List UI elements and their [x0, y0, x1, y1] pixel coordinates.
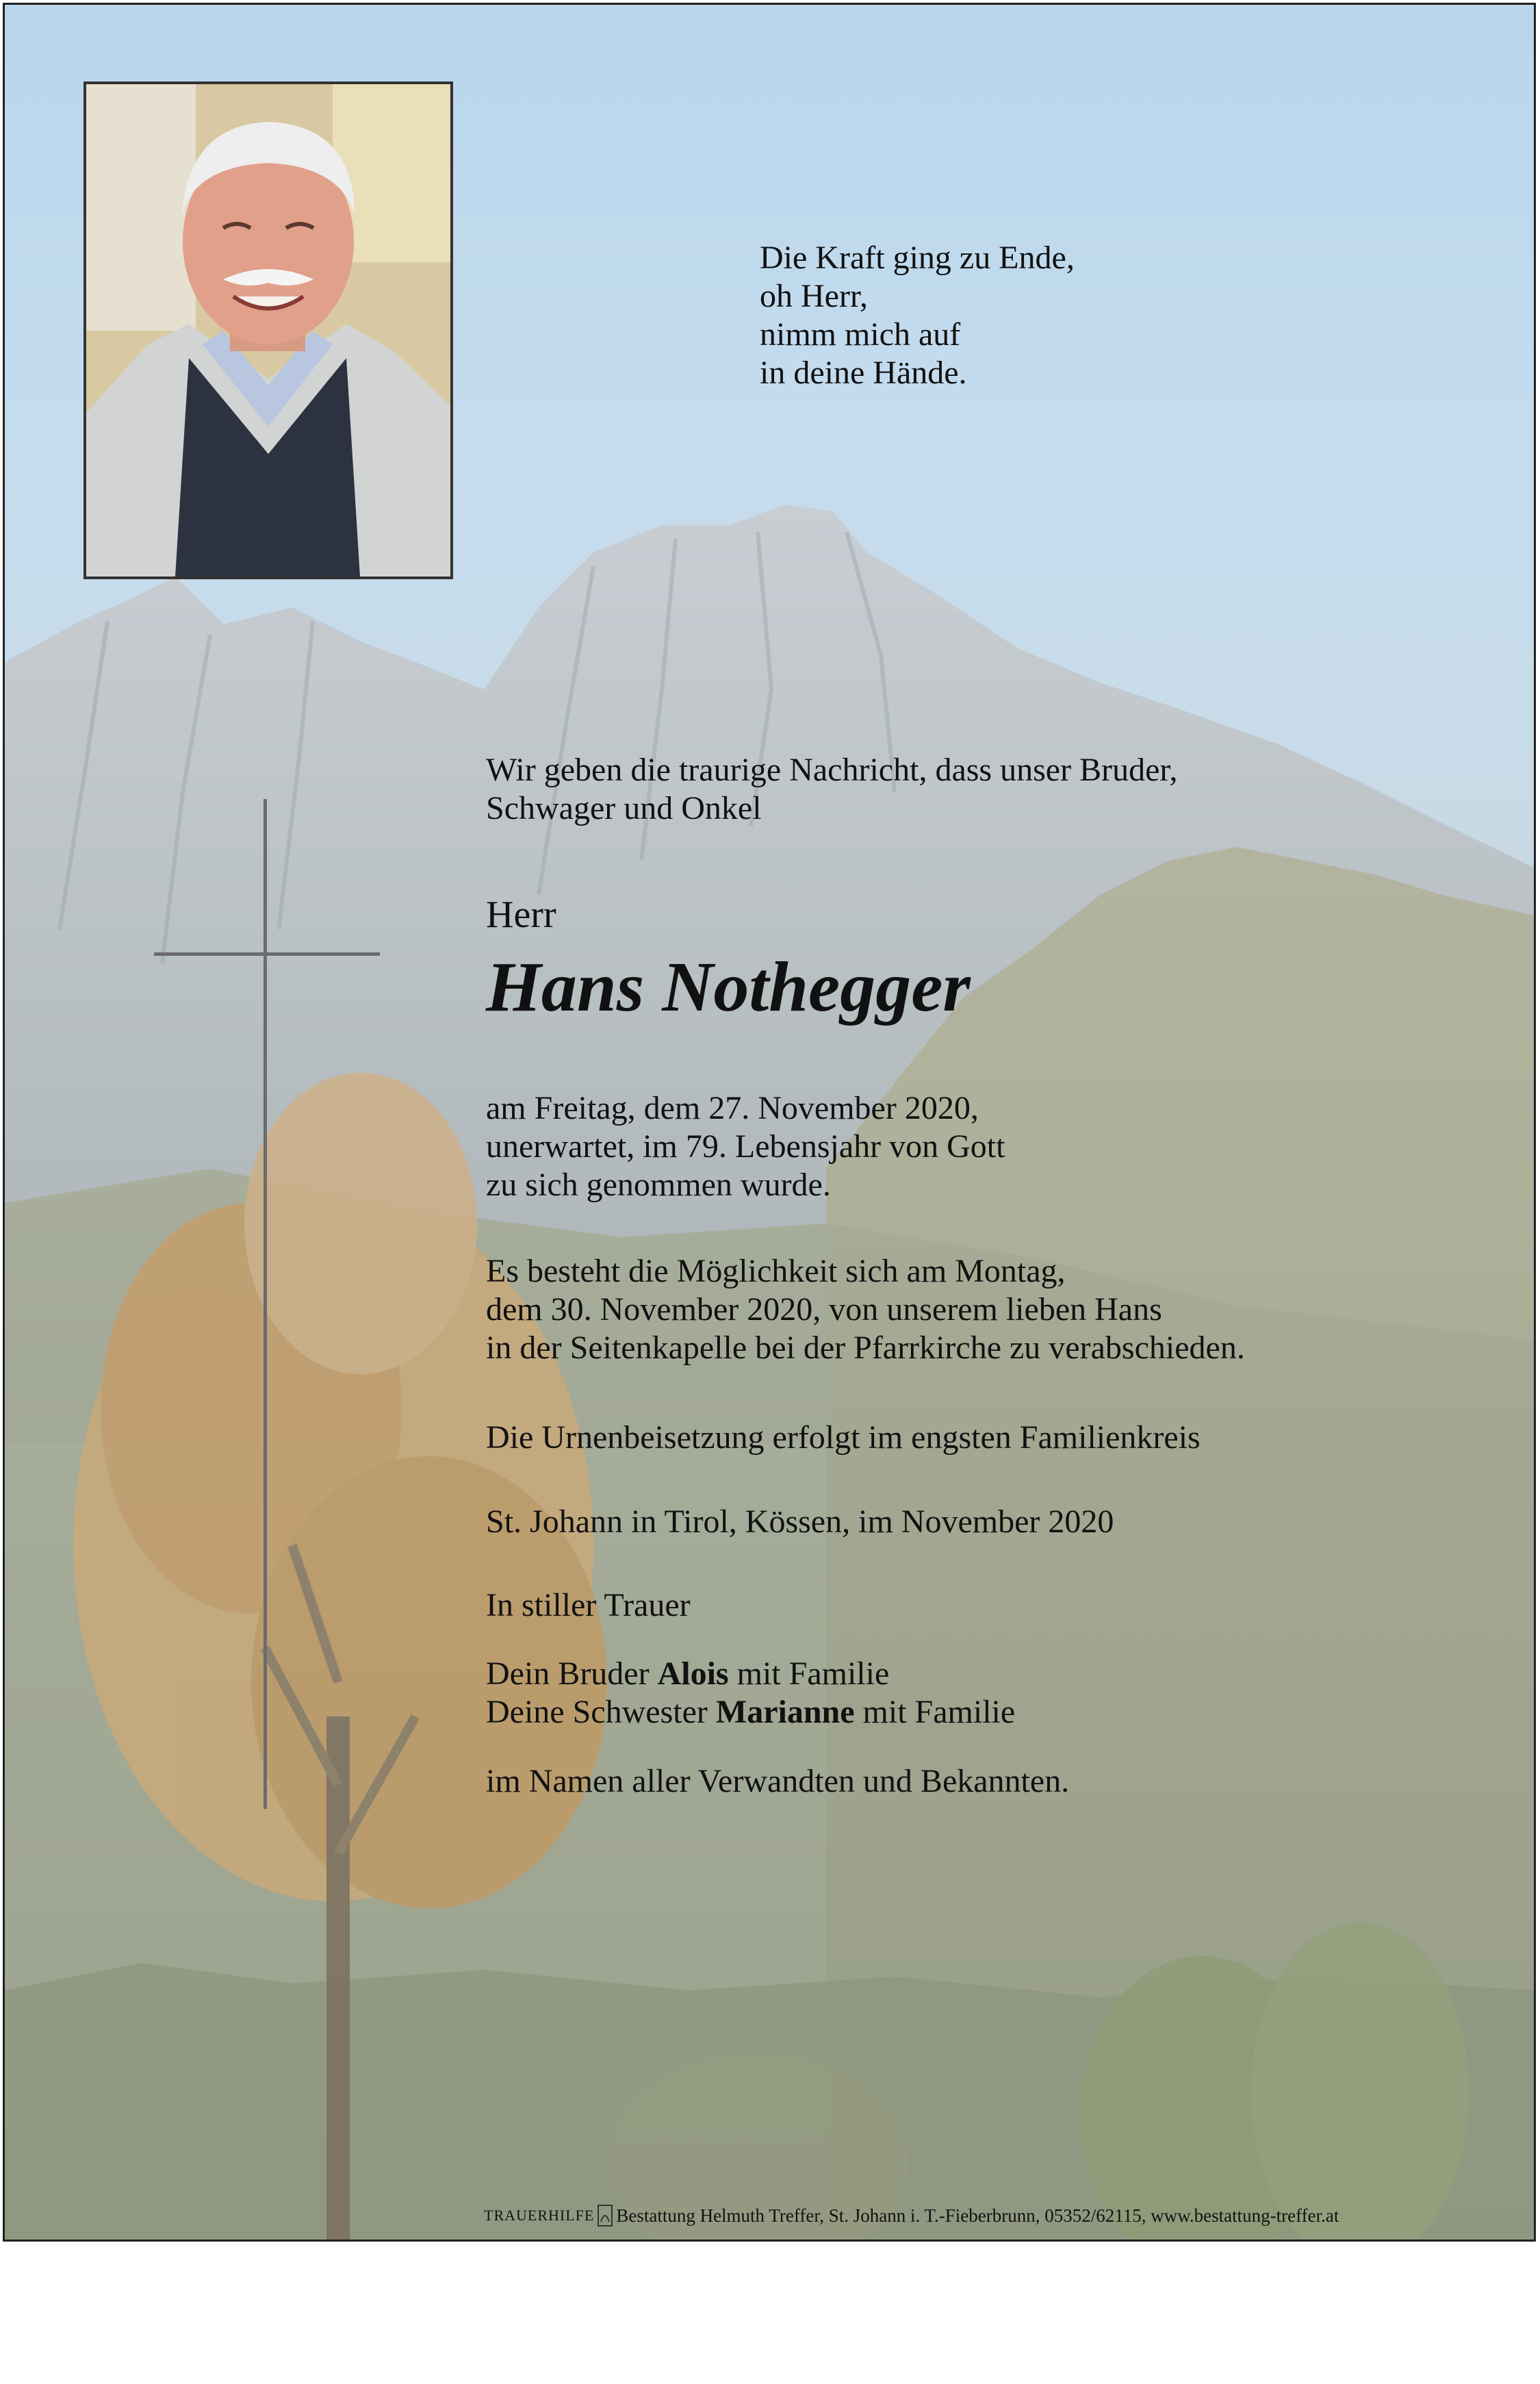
family-line-1: Dein Bruder Alois mit Familie [486, 1656, 890, 1692]
footer-contact: Bestattung Helmuth Treffer, St. Johann i. T.-Fieberbrunn, 05352/62115, www.bestattung-treffer.at [616, 2205, 1339, 2226]
verse-line-2: oh Herr, [760, 278, 869, 314]
farewell-line-2: dem 30. November 2020, von unserem lieben Hans [486, 1291, 1162, 1328]
funeral-home-footer [484, 2204, 1339, 2227]
footer-brand: TRAUERHILFE [484, 2207, 595, 2224]
family-line-2: Deine Schwester Marianne mit Familie [486, 1694, 1016, 1730]
family-member-name: Alois [657, 1656, 729, 1692]
funeral-home-logo-icon [597, 2204, 613, 2227]
place-and-date: St. Johann in Tirol, Kössen, im November 2020 [486, 1504, 1114, 1540]
farewell-line-3: in der Seitenkapelle bei der Pfarrkirche zu verabschieden. [486, 1330, 1245, 1366]
obituary-card [3, 3, 1536, 2242]
mourning-line: In stiller Trauer [486, 1587, 691, 1623]
deceased-name: Hans Nothegger [486, 948, 971, 1026]
deceased-portrait-photo [84, 81, 453, 579]
closing-line: im Namen aller Verwandten und Bekannten. [486, 1763, 1070, 1799]
farewell-line-1: Es besteht die Möglichkeit sich am Montag, [486, 1253, 1066, 1289]
salutation: Herr [486, 893, 556, 936]
death-line-3: zu sich genommen wurde. [486, 1167, 831, 1203]
verse-line-4: in deine Hände. [760, 355, 967, 391]
verse-line-3: nimm mich auf [760, 316, 961, 353]
intro-line-1: Wir geben die traurige Nachricht, dass unser Bruder, [486, 752, 1178, 788]
death-line-1: am Freitag, dem 27. November 2020, [486, 1090, 979, 1126]
verse-line-1: Die Kraft ging zu Ende, [760, 240, 1075, 276]
intro-line-2: Schwager und Onkel [486, 790, 762, 826]
death-line-2: unerwartet, im 79. Lebensjahr von Gott [486, 1128, 1005, 1165]
family-member-name: Marianne [715, 1694, 855, 1730]
burial-notice: Die Urnenbeisetzung erfolgt im engsten Familienkreis [486, 1419, 1201, 1456]
